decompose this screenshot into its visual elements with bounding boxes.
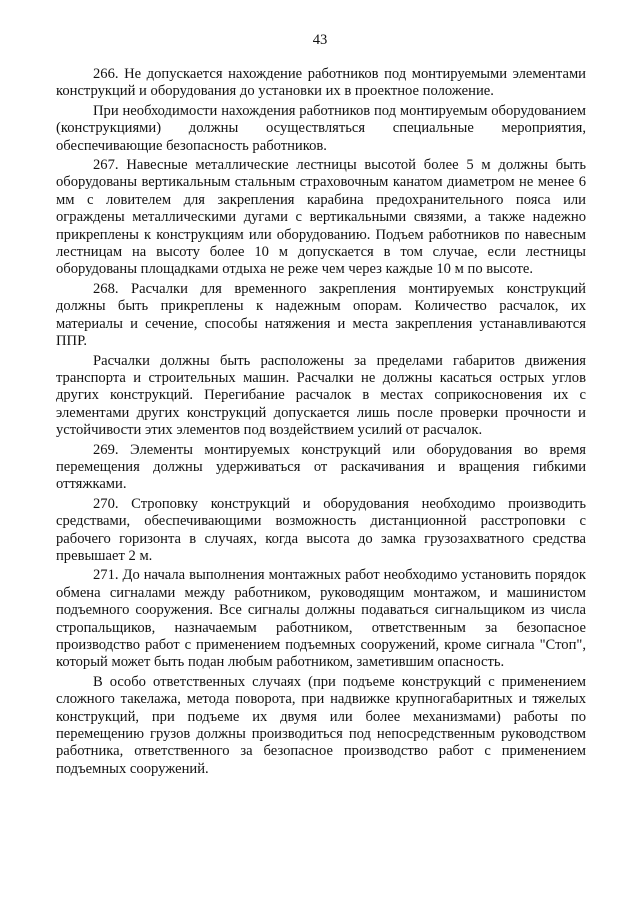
paragraph-271-continuation: В особо ответственных случаях (при подъеме конструкций с применением сложного такелажа, метода поворота, при надвижке крупногабаритных и тяжелых конструкций, при подъеме их двумя или более механизмами) работы по перемещению грузов должны производиться под непосредственным руководством работника, ответственного за безопасное производство работ с применением подъемных сооружений. xyxy=(56,673,586,777)
paragraph-271: 271. До начала выполнения монтажных работ необходимо установить порядок обмена сигналами между работником, руководящим монтажом, и машинистом подъемного сооружения. Все сигналы должны подаваться сигнальщиком из числа стропальщиков, назначаемым работником, ответственным за безопасное производство работ с применением подъемных сооружений, кроме сигнала "Стоп", который может быть подан любым работником, заметившим опасность. xyxy=(56,567,586,671)
paragraph-266-continuation: При необходимости нахождения работников под монтируемым оборудованием (конструкциями) должны осуществляться специальные мероприятия, обеспечивающие безопасность работников. xyxy=(56,102,586,154)
paragraph-266: 266. Не допускается нахождение работников под монтируемыми элементами конструкций и оборудования до установки их в проектное положение. xyxy=(56,66,586,100)
paragraph-270: 270. Строповку конструкций и оборудования необходимо производить средствами, обеспечивающими возможность дистанционной расстроповки с рабочего горизонта в случаях, когда высота до замка грузозахватного средства превышает 2 м. xyxy=(56,495,586,564)
paragraph-269: 269. Элементы монтируемых конструкций или оборудования во время перемещения должны удерживаться от раскачивания и вращения гибкими оттяжками. xyxy=(56,441,586,493)
page-number: 43 xyxy=(312,32,328,48)
paragraph-268-continuation: Расчалки должны быть расположены за пределами габаритов движения транспорта и строительных машин. Расчалки не должны касаться острых углов других конструкций. Перегибание расчалок в местах соприкосновения их с элементами других конструкций допускается лишь после проверки прочности и устойчивости этих элементов под воздействием усилий от расчалок. xyxy=(56,352,586,439)
paragraph-268: 268. Расчалки для временного закрепления монтируемых конструкций должны быть прикреплены к надежным опорам. Количество расчалок, их материалы и сечение, способы натяжения и места закрепления устанавливаются ППР. xyxy=(56,280,586,350)
document-body xyxy=(56,66,586,778)
paragraph-267: 267. Навесные металлические лестницы высотой более 5 м должны быть оборудованы вертикальным стальным страховочным канатом диаметром не менее 6 мм с ловителем для закрепления карабина предохранительного пояса или ограждены металлическими дугами с вертикальными связями, а также надежно прикреплены к конструкциям или оборудованию. Подъем работников по навесным лестницам на высоту более 10 м допускается в том случае, если лестницы оборудованы площадками отдыха не реже чем через каждые 10 м по высоте. xyxy=(56,157,586,278)
